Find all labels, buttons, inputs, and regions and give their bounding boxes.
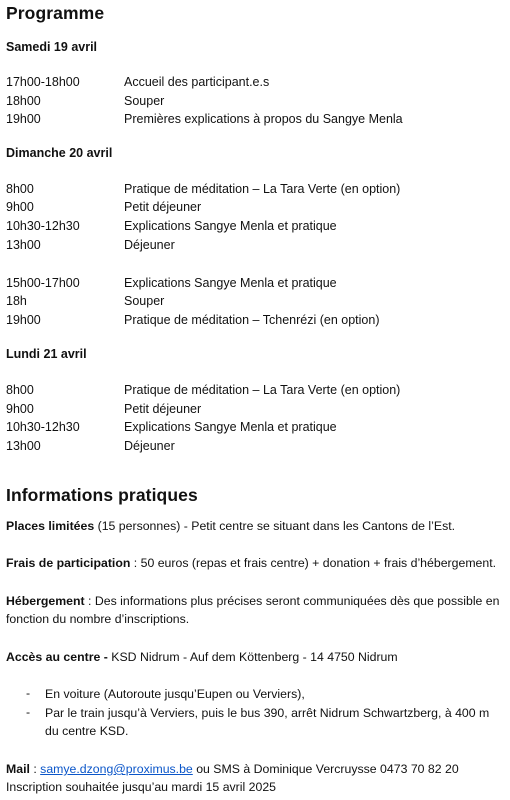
schedule-activity: Premières explications à propos du Sangye Menla — [124, 112, 403, 126]
schedule-time: 19h00 — [6, 313, 41, 327]
schedule-activity: Souper — [124, 94, 165, 108]
schedule-time: 18h — [6, 294, 27, 308]
programme-title: Programme — [6, 3, 105, 23]
schedule-time: 10h30-12h30 — [6, 420, 80, 434]
mail-paragraph — [6, 761, 502, 779]
schedule-time: 17h00-18h00 — [6, 75, 80, 89]
schedule-time: 15h00-17h00 — [6, 276, 80, 290]
places-text: (15 personnes) - Petit centre se situant dans les Cantons de l’Est. — [94, 519, 456, 533]
places-paragraph — [6, 518, 502, 536]
schedule-activity: Accueil des participant.e.s — [124, 75, 270, 89]
schedule-activity: Souper — [124, 294, 165, 308]
schedule-activity: Pratique de méditation – La Tara Verte (en option) — [124, 182, 401, 196]
frais-paragraph — [6, 555, 502, 573]
day-heading-samedi: Samedi 19 avril — [6, 40, 98, 54]
schedule-activity: Petit déjeuner — [124, 402, 202, 416]
schedule-time: 13h00 — [6, 238, 41, 252]
schedule-time: 9h00 — [6, 200, 34, 214]
schedule-activity: Pratique de méditation – La Tara Verte (en option) — [124, 383, 401, 397]
schedule-time: 9h00 — [6, 402, 34, 416]
schedule-time: 8h00 — [6, 383, 34, 397]
bullet-dash: - — [26, 686, 31, 700]
frais-text: : 50 euros (repas et frais centre) + donation + frais d’hébergement. — [130, 556, 497, 570]
schedule-time: 19h00 — [6, 112, 41, 126]
schedule-activity: Petit déjeuner — [124, 200, 202, 214]
mail-link[interactable]: samye.dzong@proximus.be — [40, 762, 193, 776]
frais-label: Frais de participation — [6, 556, 131, 570]
schedule-time: 10h30-12h30 — [6, 219, 80, 233]
schedule-time: 18h00 — [6, 94, 41, 108]
hebergement-text: : Des informations plus précises seront communiquées dès que possible en fonction du nombre d’inscriptions. — [6, 594, 500, 626]
schedule-time: 13h00 — [6, 439, 41, 453]
schedule-time: 8h00 — [6, 182, 34, 196]
hebergement-paragraph — [6, 593, 502, 628]
inscription-deadline: Inscription souhaitée jusqu’au mardi 15 avril 2025 — [6, 780, 277, 794]
acces-paragraph — [6, 649, 502, 667]
bullet-text-car: En voiture (Autoroute jusqu’Eupen ou Verviers), — [45, 687, 305, 701]
schedule-activity: Explications Sangye Menla et pratique — [124, 219, 337, 233]
schedule-activity: Explications Sangye Menla et pratique — [124, 276, 337, 290]
acces-label: Accès au centre - — [6, 650, 108, 664]
bullet-text-train: Par le train jusqu’à Verviers, puis le bus 390, arrêt Nidrum Schwartzberg, à 400 m du centre KSD. — [45, 706, 490, 738]
acces-text: KSD Nidrum - Auf dem Köttenberg - 14 4750 Nidrum — [107, 650, 398, 664]
schedule-activity: Pratique de méditation – Tchenrézi (en option) — [124, 313, 380, 327]
info-title: Informations pratiques — [6, 485, 198, 505]
day-heading-dimanche: Dimanche 20 avril — [6, 146, 113, 160]
mail-label: Mail — [6, 762, 30, 776]
day-heading-lundi: Lundi 21 avril — [6, 347, 87, 361]
schedule-activity: Explications Sangye Menla et pratique — [124, 420, 337, 434]
hebergement-label: Hébergement — [6, 594, 85, 608]
mail-after-text: ou SMS à Dominique Vercruysse 0473 70 82 20 — [192, 762, 459, 776]
places-label: Places limitées — [6, 519, 95, 533]
schedule-activity: Déjeuner — [124, 439, 175, 453]
mail-separator: : — [29, 762, 41, 776]
bullet-dash: - — [26, 705, 31, 719]
schedule-activity: Déjeuner — [124, 238, 175, 252]
